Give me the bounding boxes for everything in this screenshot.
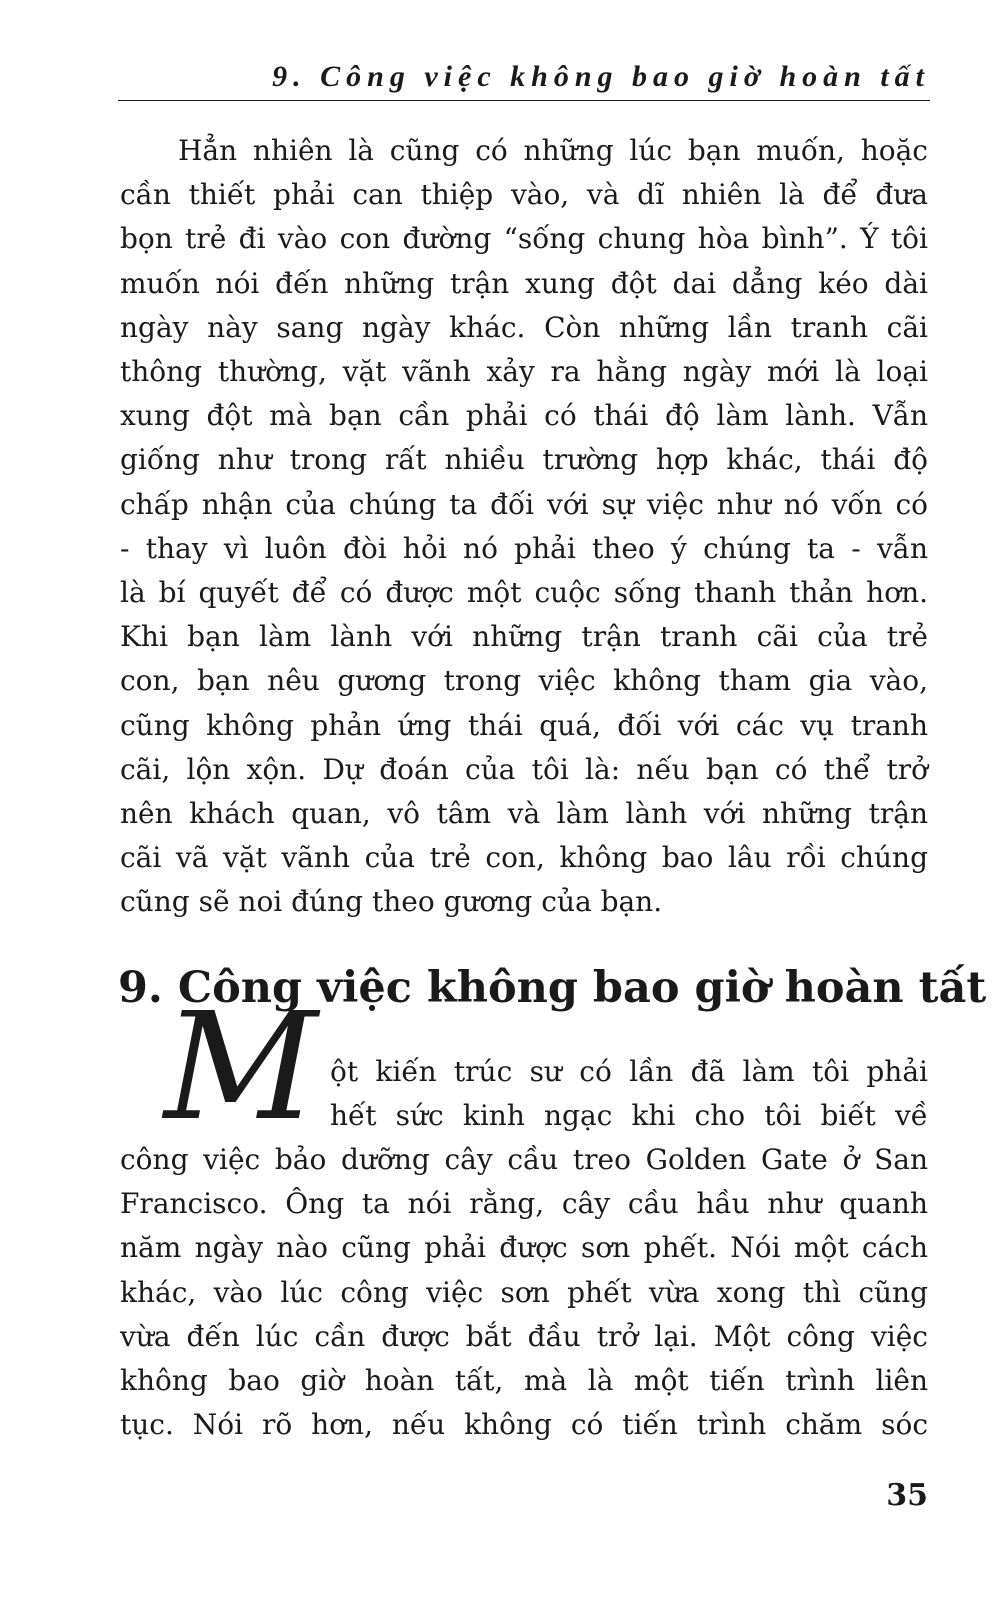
text-line: nên khách quan, vô tâm và làm lành với những trận — [120, 797, 928, 831]
text-line: bọn trẻ đi vào con đường “sống chung hòa bình”. Ý tôi — [120, 222, 928, 256]
text-line: muốn nói đến những trận xung đột dai dẳng kéo dài — [120, 266, 928, 300]
svg-text:M: M — [164, 1010, 318, 1140]
text-line: con, bạn nêu gương trong việc không tham gia vào, — [120, 664, 928, 698]
text-line: ngày này sang ngày khác. Còn những lần tranh cãi — [120, 310, 928, 344]
page-number: 35 — [886, 1478, 928, 1513]
text-line: cãi vã vặt vãnh của trẻ con, không bao lâu rồi chúng — [120, 841, 928, 875]
text-line: chấp nhận của chúng ta đối với sự việc như nó vốn có — [120, 487, 928, 521]
drop-cap-m — [160, 1010, 340, 1140]
text-line: ột kiến trúc sư có lần đã làm tôi phải — [330, 1055, 928, 1088]
text-line: là bí quyết để có được một cuộc sống thanh thản hơn. — [120, 576, 928, 610]
section-heading: 9. Công việc không bao giờ hoàn tất — [118, 963, 987, 1013]
text-line: giống như trong rất nhiều trường hợp khác, thái độ — [120, 443, 928, 477]
text-line: cũng sẽ noi đúng theo gương của bạn. — [120, 885, 663, 919]
text-line: khác, vào lúc công việc sơn phết vừa xong thì cũng — [120, 1275, 928, 1309]
body-paragraph-2 — [120, 1138, 928, 1447]
text-line: Francisco. Ông ta nói rằng, cây cầu hầu như quanh — [120, 1187, 928, 1221]
text-line: năm ngày nào cũng phải được sơn phết. Nói một cách — [120, 1231, 928, 1265]
text-line: - thay vì luôn đòi hỏi nó phải theo ý chúng ta - vẫn — [120, 531, 928, 565]
text-line: Khi bạn làm lành với những trận tranh cãi của trẻ — [120, 620, 928, 654]
text-line: Hẳn nhiên là cũng có những lúc bạn muốn, hoặc — [178, 134, 928, 167]
text-line: tục. Nói rõ hơn, nếu không có tiến trình chăm sóc — [120, 1408, 928, 1442]
body-paragraph-2-first-lines — [330, 1050, 928, 1138]
text-line: cần thiết phải can thiệp vào, và dĩ nhiên là để đưa — [120, 178, 928, 212]
text-line: xung đột mà bạn cần phải có thái độ làm lành. Vẫn — [120, 399, 928, 433]
text-line: vừa đến lúc cần được bắt đầu trở lại. Một công việc — [120, 1319, 928, 1353]
text-line: cũng không phản ứng thái quá, đối với các vụ tranh — [120, 708, 928, 742]
text-line: hết sức kinh ngạc khi cho tôi biết về — [330, 1099, 928, 1133]
text-line: công việc bảo dưỡng cây cầu treo Golden Gate ở San — [120, 1143, 928, 1176]
text-line: cãi, lộn xộn. Dự đoán của tôi là: nếu bạn có thể trở — [120, 752, 928, 786]
body-paragraph-1 — [120, 129, 928, 925]
text-line: thông thường, vặt vãnh xảy ra hằng ngày mới là loại — [120, 355, 928, 389]
running-header: 9. Công việc không bao giờ hoàn tất — [118, 58, 930, 101]
text-line: không bao giờ hoàn tất, mà là một tiến trình liên — [120, 1364, 928, 1398]
